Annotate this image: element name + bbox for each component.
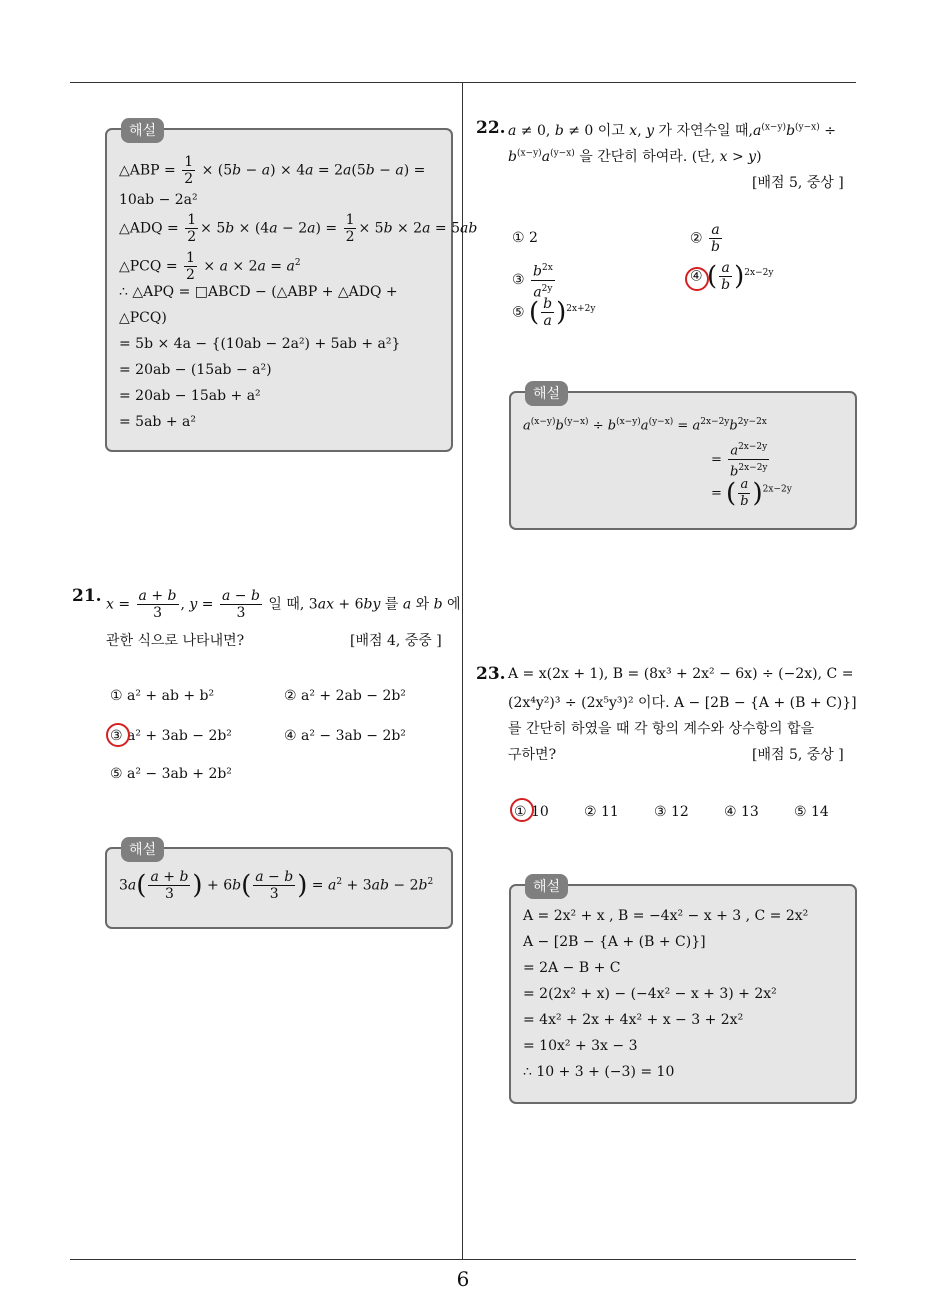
q21-choice-5[interactable]: ⑤ a² − 3ab + 2b²: [110, 766, 232, 782]
sol20-line-3: △ADQ = $\frac{1}{2}$ × 5b × (4a − 2a) = $\frac{1}{2}$ × 5b × 2a = 5ab: [119, 212, 478, 245]
q23-points: [배점 5, 중상 ]: [752, 747, 844, 763]
sol20-line-1: △ABP = $\frac{1}{2}$ × (5b − a) × 4a = 2a(5b − a) =: [119, 154, 426, 187]
page-number: 6: [456, 1267, 470, 1291]
q23-question-line2: (2x⁴y²)³ ÷ (2x⁵y³)² 이다. A − [2B − {A + (B + C)}]: [508, 695, 857, 711]
q23-choice-1[interactable]: ① 10: [514, 804, 549, 820]
q21-choice-1[interactable]: ① a² + ab + b²: [110, 688, 215, 704]
solution-box-q20: [105, 123, 478, 452]
q22-choice-3[interactable]: ③ $\frac{b^{2x}}{a^{2y}}$: [512, 260, 557, 300]
sol20-line-5: ∴ △APQ = □ABCD − (△ABP + △ADQ +: [119, 284, 398, 300]
q23-question-line3: 를 간단히 하였을 때 각 항의 계수와 상수항의 합을: [508, 721, 815, 737]
q21-number: 21.: [72, 586, 102, 606]
q23-choice-5[interactable]: ⑤ 14: [794, 804, 829, 820]
sol20-line-4: △PCQ = $\frac{1}{2}$ × $a \times 2a = a^2$: [119, 250, 301, 283]
q22-choice-1[interactable]: ① 2: [512, 230, 538, 246]
q23-choice-3[interactable]: ③ 12: [654, 804, 689, 820]
q21-choice-4[interactable]: ④ a² − 3ab − 2b²: [284, 728, 406, 744]
sol20-line-7: = 5b × 4a − {(10ab − 2a²) + 5ab + a²}: [119, 336, 401, 352]
sol23-line-4: = 2(2x² + x) − (−4x² − x + 3) + 2x²: [523, 986, 777, 1002]
answer-mark-circle: [510, 798, 534, 822]
answer-mark-circle: [106, 723, 130, 747]
sol23-line-5: = 4x² + 2x + 4x² + x − 3 + 2x²: [523, 1012, 744, 1028]
sol23-line-6: = 10x² + 3x − 3: [523, 1038, 638, 1054]
solution-tag: 해설: [121, 837, 164, 862]
q22-question-line1: a ≠ 0, b ≠ 0 이고 x, y 가 자연수일 때$,a^{(x-y)}b^{(y-x)}$ ÷: [508, 122, 836, 139]
q23-choice-2[interactable]: ② 11: [584, 804, 619, 820]
q21-points: [배점 4, 중중 ]: [350, 633, 442, 649]
solution-box-q22: [509, 386, 857, 530]
solution-box-q23: [509, 879, 857, 1104]
bottom-rule: [70, 1259, 856, 1260]
q22-number: 22.: [476, 118, 506, 138]
q22-question-line2: $b^{(x-y)}a^{(y-x)}$ 을 간단히 하여라. (단, x > y): [508, 148, 762, 165]
sol23-line-7: ∴ 10 + 3 + (−3) = 10: [523, 1064, 675, 1080]
solution-tag: 해설: [121, 118, 164, 143]
sol22-line-3: = ( $\frac{a}{b}$ )$^{2x-2y}$: [711, 477, 792, 509]
q23-question-line4: 구하면?: [508, 747, 557, 763]
q22-choice-4[interactable]: ④ ( $\frac{a}{b}$ )$^{2x-2y}$: [690, 260, 774, 293]
sol23-line-2: A − [2B − {A + (B + C)}]: [523, 934, 706, 950]
sol20-line-6: △PCQ): [119, 310, 167, 326]
column-divider: [462, 82, 463, 1260]
sol21-line: 3a( $\frac{a + b}{3}$ ) + 6b( $\frac{a - b}{3}$ ) = $a^2 + 3ab - 2b^2$: [119, 869, 434, 902]
q22-points: [배점 5, 중상 ]: [752, 175, 844, 191]
solution-tag: 해설: [525, 381, 568, 406]
q23-question-line1: A = x(2x + 1), B = (8x³ + 2x² − 6x) ÷ (−2x), C =: [508, 666, 854, 682]
q22-choice-5[interactable]: ⑤ ( $\frac{b}{a}$ )$^{2x+2y}$: [512, 296, 596, 329]
q21-choice-3[interactable]: ③ a² + 3ab − 2b²: [110, 728, 232, 744]
solution-box-q21: [105, 842, 453, 929]
answer-mark-circle: [685, 267, 709, 291]
q21-question-line2: 관한 식으로 나타내면?: [106, 633, 245, 649]
sol22-line-2: = $\frac{a^{2x-2y}}{b^{2x-2y}}$: [711, 439, 772, 481]
q21-question-line1: x = $\frac{a + b}{3}$ , y = $\frac{a - b}{3}$ 일 때, 3ax + 6by 를 a 와 b 에: [106, 588, 461, 621]
sol22-line-1: $a^{(x-y)}b^{(y-x)} \div b^{(x-y)}a^{(y-x)} = a^{2x-2y}b^{2y-2x}$: [523, 417, 767, 434]
q21-choice-2[interactable]: ② a² + 2ab − 2b²: [284, 688, 406, 704]
sol20-line-2: 10ab − 2a²: [119, 192, 198, 208]
q23-choice-4[interactable]: ④ 13: [724, 804, 759, 820]
sol20-line-9: = 20ab − 15ab + a²: [119, 388, 261, 404]
q23-number: 23.: [476, 664, 506, 684]
sol23-line-1: A = 2x² + x , B = −4x² − x + 3 , C = 2x²: [523, 908, 809, 924]
solution-tag: 해설: [525, 874, 568, 899]
sol20-line-10: = 5ab + a²: [119, 414, 196, 430]
q22-choice-2[interactable]: ② $\frac{a}{b}$: [690, 222, 720, 255]
sol23-line-3: = 2A − B + C: [523, 960, 621, 976]
sol20-line-8: = 20ab − (15ab − a²): [119, 362, 272, 378]
top-rule: [70, 82, 856, 83]
